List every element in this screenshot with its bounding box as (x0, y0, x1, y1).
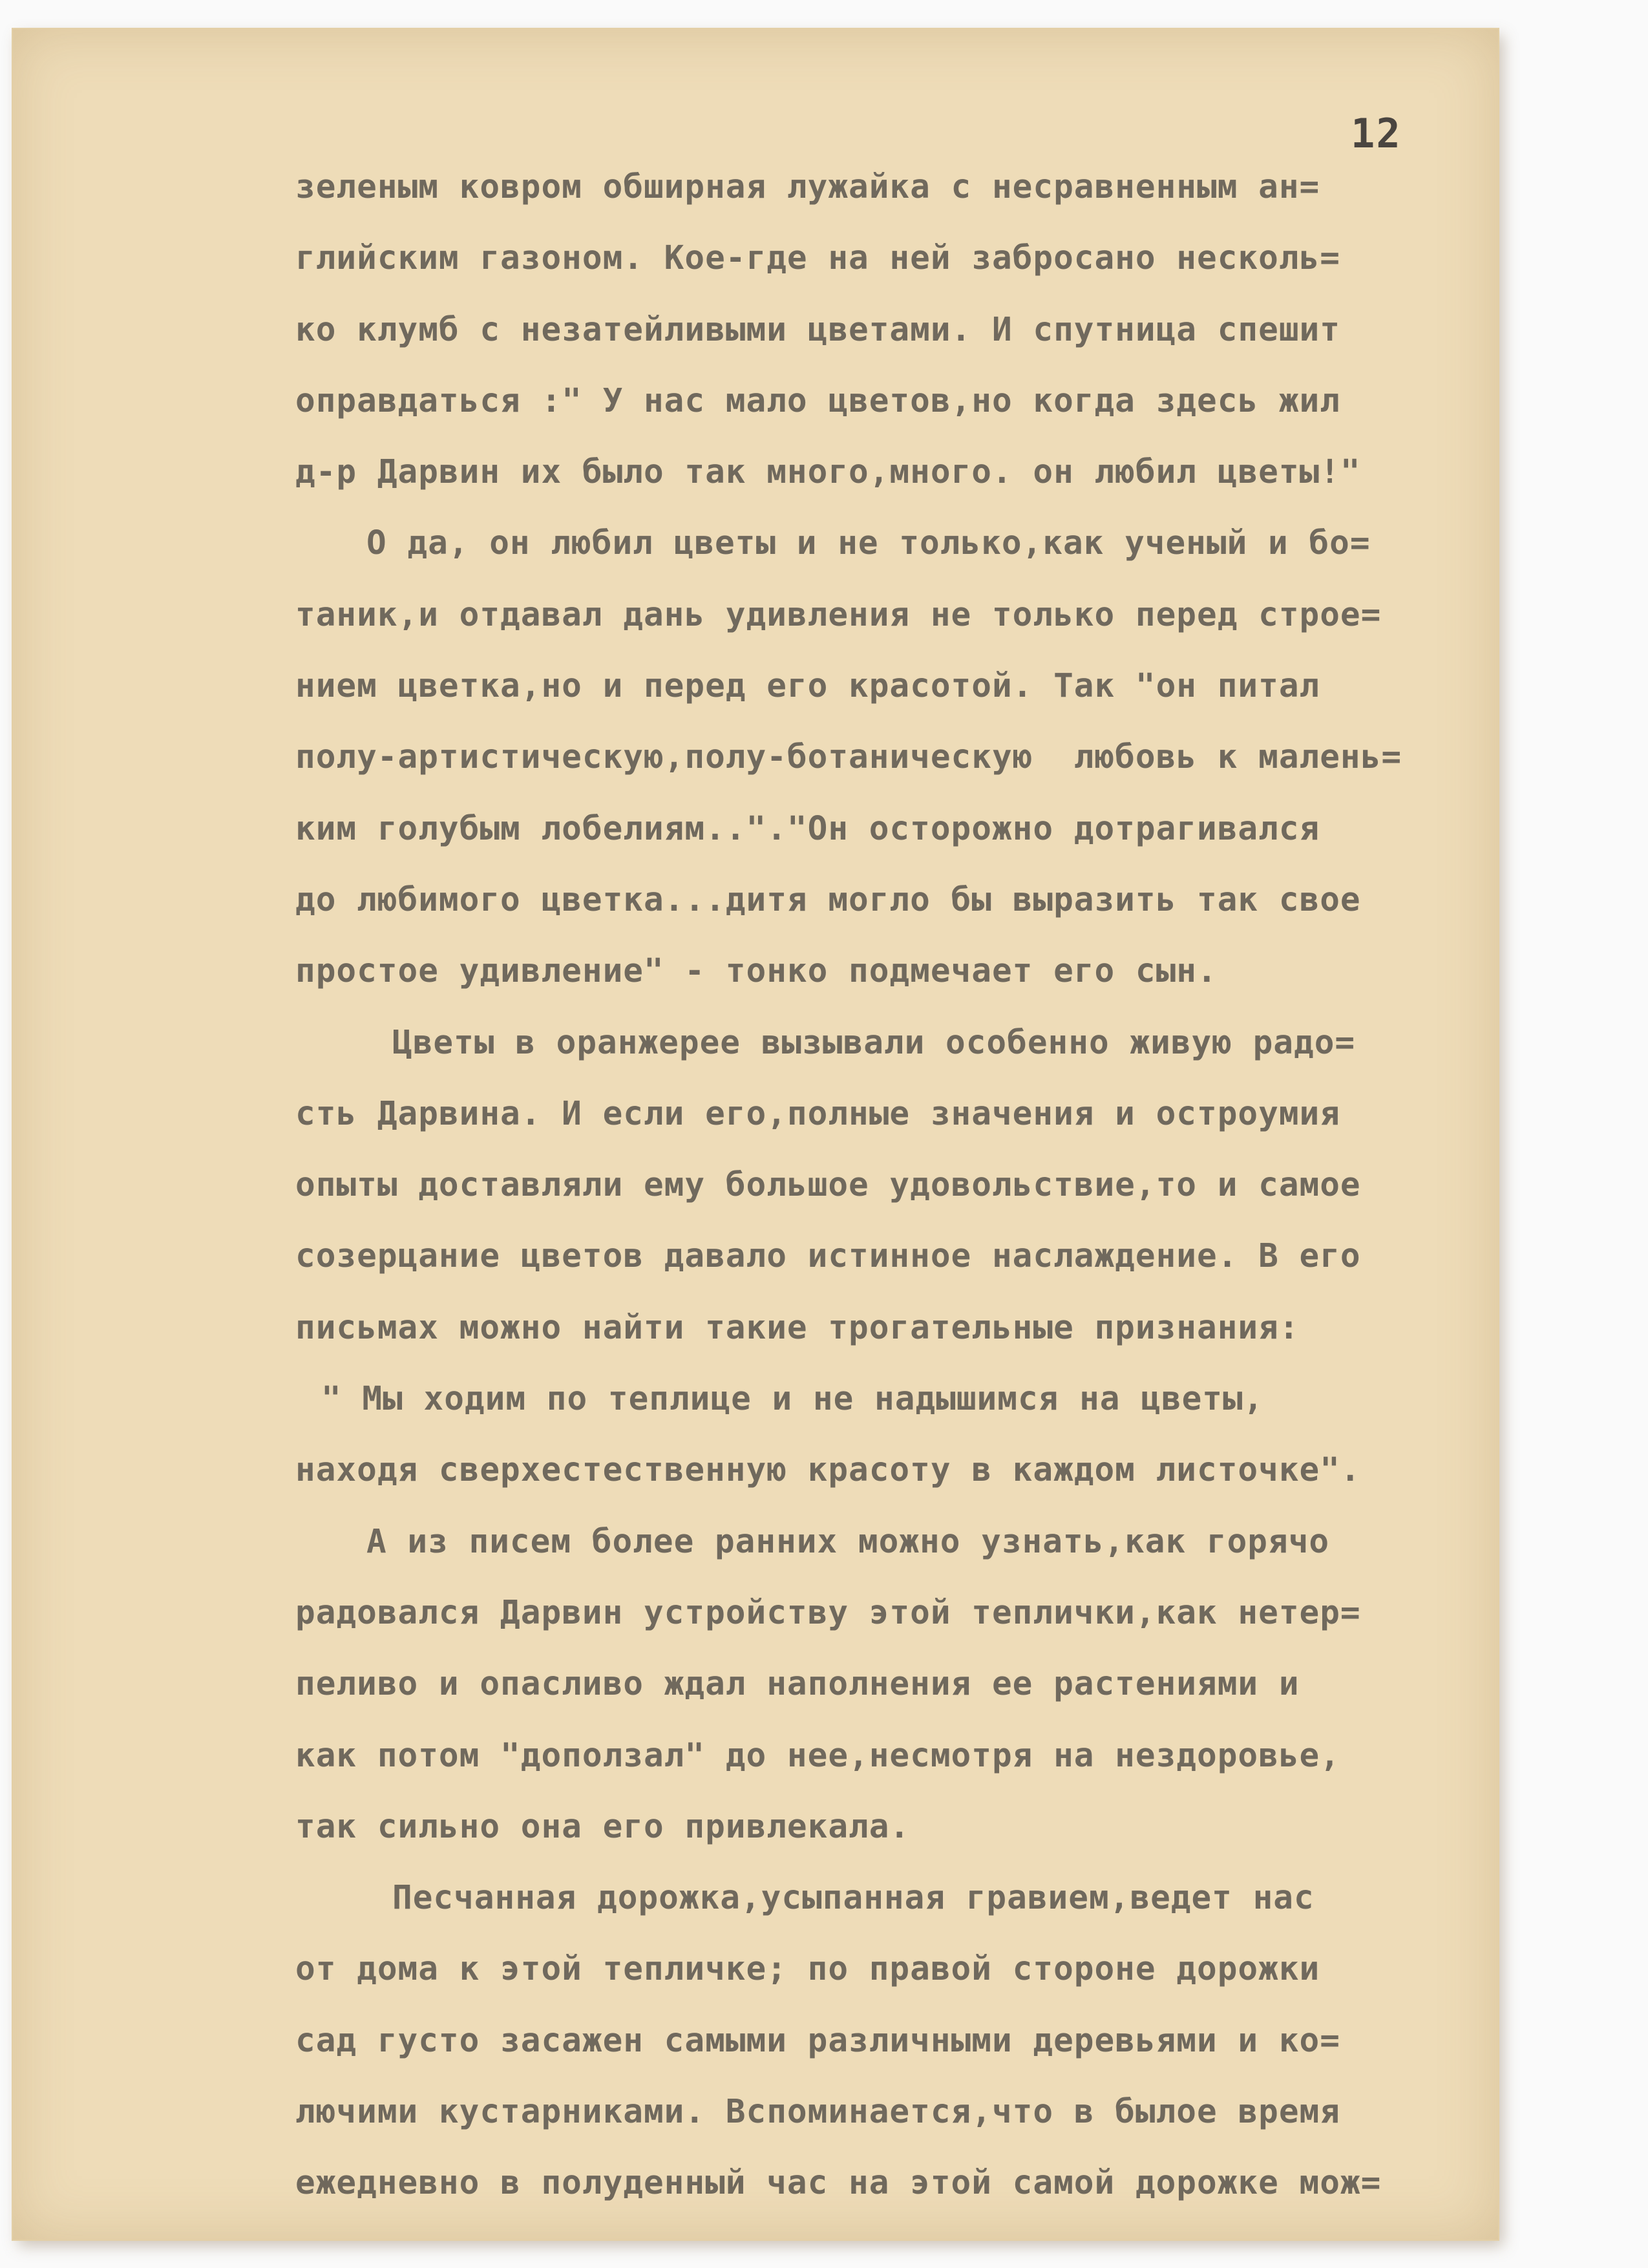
text-line: пеливо и опасливо ждал наполнения ее растениями и (295, 1665, 1300, 1704)
text-line: ким голубым лобелиям.."."Он осторожно дотрагивался (295, 809, 1320, 848)
text-line: д-р Дарвин их было так много,много. он любил цветы!" (295, 453, 1361, 492)
text-line: сад густо засажен самыми различными деревьями и ко= (295, 2021, 1340, 2060)
text-line: от дома к этой тепличке; по правой стороне дорожки (295, 1950, 1320, 1989)
text-line: таник,и отдавал дань удивления не только перед строе= (295, 595, 1382, 634)
text-line: ко клумб с незатейливыми цветами. И спутница спешит (295, 310, 1340, 349)
text-line: лючими кустарниками. Вспоминается,что в былое время (295, 2093, 1340, 2132)
text-line: так сильно она его привлекала. (295, 1807, 911, 1846)
text-line: зеленым ковром обширная лужайка с несравненным ан= (295, 168, 1320, 206)
text-line: опыты доставляли ему большое удовольствие,то и самое (295, 1166, 1361, 1205)
text-line: ежедневно в полуденный час на этой самой дорожке мож= (295, 2164, 1382, 2203)
text-line: созерцание цветов давало истинное наслаждение. В его (295, 1237, 1361, 1276)
text-line: оправдаться :" У нас мало цветов,но когда здесь жил (295, 381, 1340, 420)
quote-start-line: " Мы ходим по теплице и не надышимся на цветы, (321, 1380, 1264, 1419)
text-line: как потом "доползал" до нее,несмотря на нездоровье, (295, 1736, 1340, 1775)
paragraph-start-line: Песчанная дорожка,усыпанная гравием,ведет нас (392, 1879, 1315, 1918)
text-line: нием цветка,но и перед его красотой. Так "он питал (295, 667, 1320, 706)
paragraph-start-line: А из писем более ранних можно узнать,как горячо (366, 1522, 1330, 1561)
paragraph-start-line: О да, он любил цветы и не только,как ученый и бо= (366, 524, 1371, 563)
typewritten-page (13, 29, 1498, 2240)
text-line: глийским газоном. Кое-где на ней заброcано несколь= (295, 239, 1340, 278)
paragraph-start-line: Цветы в оранжерее вызывали особенно живую радо= (392, 1023, 1356, 1062)
text-line: до любимого цветка...дитя могло бы выразить так свое (295, 880, 1361, 919)
text-line: простое удивление" - тонко подмечает его сын. (295, 952, 1218, 991)
text-line: сть Дарвина. И если его,полные значения и остроумия (295, 1094, 1340, 1133)
page-number: 12 (1351, 110, 1402, 157)
typed-text-body (295, 152, 1510, 2220)
text-line: письмах можно найти такие трогательные признания: (295, 1308, 1300, 1347)
text-line: находя сверхестественную красоту в каждом листочке". (295, 1451, 1361, 1490)
text-line: радовался Дарвин устройству этой теплички,как нетер= (295, 1593, 1361, 1632)
text-line: полу-артистическую,полу-ботаническую любовь к малень= (295, 738, 1402, 777)
